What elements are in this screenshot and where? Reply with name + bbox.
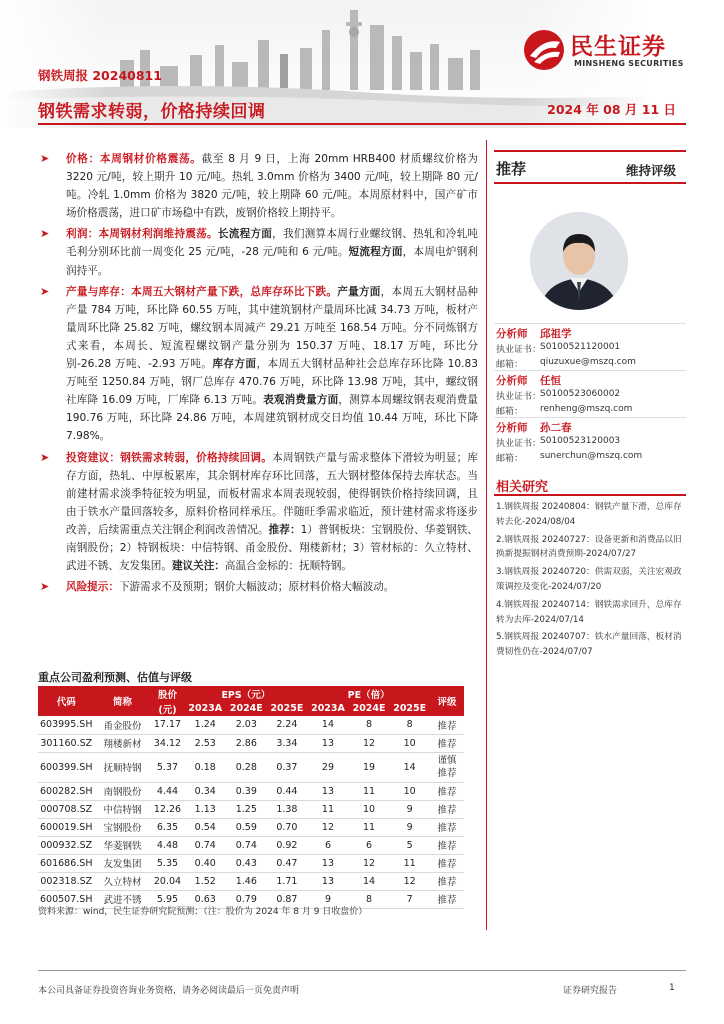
cell-eps-2025: 0.37 [267,752,308,782]
cell-pe-2023: 12 [307,818,349,836]
paragraph-text: 本周钢铁产量与需求整体下滑较为明显；库存方面，热轧、中厚板累库，其余钢材库存环比回落，五大钢材整体保持去库状态。当前建材需求淡季特征较为明显，而板材需求本周表现较弱，使得钢铁价格持续回调，且由于铁水产量回落较多，原料价格同样承压。伴随旺季需求临近，预计建材需求将逐步改善，后续需重点关注钢企利润改善情况。 [66,451,479,536]
paragraph-lead: 风险提示： [66,581,119,594]
cert-label: 执业证书： [496,439,542,449]
analyst-role: 分析师 [496,375,528,387]
related-research-item[interactable]: 5.钢铁周报 20240707：铁水产量回落，板材消费韧性仍在-2024/07/07 [496,632,682,658]
cert-label: 执业证书： [496,392,542,402]
arrow-bullet-icon: ➤ [40,152,50,165]
cell-eps-2023: 0.34 [184,782,226,800]
cell-code: 600019.SH [38,818,94,836]
minsheng-logo-icon [522,28,566,72]
cell-rating: 推荐 [430,854,464,872]
analyst-name-row [494,370,686,387]
cell-rating: 推荐 [430,836,464,854]
cell-pe-2024: 19 [349,752,390,782]
cell-code: 000932.SZ [38,836,94,854]
cell-eps-2025: 3.34 [267,734,308,752]
header-eps-2025: 2025E [267,701,308,716]
cell-price: 5.37 [150,752,184,782]
cell-name: 中信特钢 [94,800,150,818]
document-type: 钢铁周报 20240811 [38,68,162,83]
cell-eps-2024: 2.03 [226,716,267,734]
cell-name: 友发集团 [94,854,150,872]
cell-eps-2025: 0.92 [267,836,308,854]
analyst-name-row [494,323,686,340]
cell-eps-2023: 0.40 [184,854,226,872]
cell-pe-2024: 12 [349,734,390,752]
header-price-unit: (元) [150,701,184,716]
paragraph-subhead: 短流程方面 [348,246,403,259]
cell-pe-2024: 10 [349,800,390,818]
cell-pe-2024: 6 [349,836,390,854]
cell-pe-2025: 5 [389,836,430,854]
cell-eps-2023: 2.53 [184,734,226,752]
cell-rating: 推荐 [430,818,464,836]
logo-name-cn: 民生证券 [570,34,666,60]
arrow-bullet-icon: ➤ [40,580,50,594]
paragraph-text: 1）普钢板块：宝钢股份、华菱钢铁、南钢股份；2）特钢板块：中信特钢、甬金股份、翔楼新材；3）管材标的：久立特材、武进不锈、友发集团。 [66,523,478,573]
profit-paragraph [38,225,478,279]
header-rating: 评级 [430,686,464,716]
table-row [38,734,464,752]
cell-eps-2024: 0.28 [226,752,267,782]
cell-pe-2023: 13 [307,734,349,752]
cell-eps-2023: 0.54 [184,818,226,836]
cert-number: S0100523060002 [540,389,621,399]
cell-eps-2024: 0.43 [226,854,267,872]
table-title: 重点公司盈利预测、估值与评级 [38,671,192,684]
cell-price: 12.26 [150,800,184,818]
cell-code: 603995.SH [38,716,94,734]
analyst-role: 分析师 [496,328,528,340]
header-eps-2024: 2024E [226,701,267,716]
cell-eps-2025: 0.87 [267,890,308,908]
logo-name-en: MINSHENG SECURITIES [574,59,684,68]
cell-pe-2023: 11 [307,800,349,818]
cell-name: 南钢股份 [94,782,150,800]
analyst-name: 邱祖学 [540,328,572,340]
cell-pe-2025: 14 [389,752,430,782]
rating-status: 维持评级 [625,163,676,178]
cell-pe-2024: 12 [349,854,390,872]
paragraph-text: ，本周五大钢材品种产量 784 万吨，环比降 60.55 万吨，其中建筑钢材产量周环比减 34.73 万吨，板材产量周环比降 25.82 万吨，螺纹钢本周减产 29.21 万吨至 168.54 万吨。分不同炼钢方式来看，本周长、短流程螺纹钢产量分别为 150.37 万吨、18.17 万吨，环比分别-26.28 万吨、-2.93 万吨。 [66,285,479,371]
paragraph-lead: 利润：本周钢材利润维持震荡。 [66,228,218,241]
cell-price: 6.35 [150,818,184,836]
cell-name: 翔楼新材 [94,734,150,752]
header-eps: EPS（元） [184,686,307,701]
cell-eps-2024: 0.79 [226,890,267,908]
paragraph-text: ，本周五大钢材品种社会总库存环比降 10.83 万吨至 1250.84 万吨，钢厂总库存 470.76 万吨，环比降 13.98 万吨，其中，螺纹钢社库降 16.09 万吨，厂库降 6.13 万吨。 [66,358,479,407]
analyst-email[interactable]: renheng@mszq.com [540,404,633,414]
cell-rating: 推荐 [430,734,464,752]
earnings-forecast-table [38,686,464,909]
related-research-list [496,500,688,663]
cert-label: 执业证书： [496,345,542,355]
cert-number: S0100521120001 [540,342,621,352]
cell-pe-2024: 8 [349,890,390,908]
related-research-item[interactable]: 4.钢铁周报 20240714：钢铁需求回升，总库存转为去库-2024/07/14 [496,599,682,625]
footer-disclaimer: 本公司具备证券投资咨询业务资格，请务必阅读最后一页免责声明 [38,986,300,996]
cell-pe-2023: 29 [307,752,349,782]
cell-eps-2024: 1.46 [226,872,267,890]
cell-price: 4.48 [150,836,184,854]
cell-rating: 谨慎 推荐 [430,752,464,782]
cell-eps-2023: 0.63 [184,890,226,908]
cell-pe-2025: 9 [389,800,430,818]
cell-name: 久立特材 [94,872,150,890]
cell-price: 17.17 [150,716,184,734]
cell-code: 000708.SZ [38,800,94,818]
cell-eps-2025: 1.71 [267,872,308,890]
paragraph-text: ，测算本周螺纹钢表观消费量 190.76 万吨，环比降 24.86 万吨，本周建筑钢材成交日均值 10.44 万吨，环比下降 7.98%。 [66,394,479,443]
cell-eps-2023: 1.13 [184,800,226,818]
paragraph-subhead: 表观消费量方面 [263,394,339,407]
paragraph-subhead: 产量方面 [337,285,381,298]
cell-pe-2024: 11 [349,818,390,836]
sidebar-divider [486,140,487,930]
cell-price: 20.04 [150,872,184,890]
cert-number: S0100523120003 [540,436,621,446]
report-header [0,0,724,128]
table-header-row [38,686,464,701]
cell-pe-2025: 12 [389,872,430,890]
arrow-bullet-icon: ➤ [40,284,50,298]
table-row [38,782,464,800]
paragraph-text: 截至 8 月 9 日，上海 20mm HRB400 材质螺纹价格为 3220 元/吨，较上期升 10 元/吨。热轧 3.0mm 价格为 3400 元/吨，较上期降 80 元/吨。冷轧 1.0mm 价格为 3820 元/吨，较上期降 60 元/吨。本周原材料中，国产矿市场价格震荡，进口矿市场稳中有跌，废钢价格较上期持平。 [66,153,478,220]
summary-column [38,150,478,599]
analyst-mail-row [494,449,686,464]
cell-eps-2023: 0.74 [184,836,226,854]
analyst-photo [530,212,628,310]
cell-pe-2025: 9 [389,818,430,836]
cell-eps-2023: 1.24 [184,716,226,734]
paragraph-text: ，本周电炉钢利润持平。 [66,246,478,277]
cell-name: 华菱钢铁 [94,836,150,854]
paragraph-lead: 投资建议：钢铁需求转弱，价格持续回调。 [66,451,273,464]
header-divider [38,123,686,125]
header-price: 股价 [150,686,184,701]
cell-pe-2025: 10 [389,734,430,752]
cell-code: 600399.SH [38,752,94,782]
cell-pe-2024: 14 [349,872,390,890]
cell-price: 34.12 [150,734,184,752]
cell-eps-2025: 0.70 [267,818,308,836]
document-title: 钢铁需求转弱，价格持续回调 [38,102,266,122]
cell-code: 600282.SH [38,782,94,800]
paragraph-lead: 产量与库存：本周五大钢材产量下跌，总库存环比下跌。 [66,285,338,298]
analyst-name: 任恒 [540,375,561,387]
cell-eps-2024: 0.39 [226,782,267,800]
table-row [38,716,464,734]
analyst-email[interactable]: sunerchun@mszq.com [540,451,643,461]
analyst-portrait-icon [530,212,628,310]
header-name: 简称 [94,686,150,716]
analyst-role: 分析师 [496,422,528,434]
paragraph-text: ，我们测算本周行业螺纹钢、热轧和冷轧吨毛利分别环比前一周变化 25 元/吨，-28 元/吨和 6 元/吨。 [66,228,479,259]
paragraph-text: 下游需求不及预期；钢价大幅波动；原材料价格大幅波动。 [118,581,395,594]
cell-code: 601686.SH [38,854,94,872]
analyst-name: 孙二春 [540,422,572,434]
cell-eps-2024: 0.59 [226,818,267,836]
cell-eps-2025: 0.47 [267,854,308,872]
mail-label: 邮箱： [496,360,524,370]
paragraph-lead: 价格：本周钢材价格震荡。 [66,153,202,165]
price-paragraph [38,150,478,222]
analyst-cert-row [494,340,686,355]
cell-pe-2023: 14 [307,716,349,734]
cell-eps-2025: 2.24 [267,716,308,734]
cell-code: 600507.SH [38,890,94,908]
related-research-item[interactable]: 2.钢铁周报 20240727：设备更新和消费品以旧换新提振钢材消费预期-2024/07/27 [496,534,682,560]
cell-rating: 推荐 [430,890,464,908]
analyst-cert-row [494,434,686,449]
related-research-item[interactable]: 1.钢铁周报 20240804：钢铁产量下滑，总库存转去化-2024/08/04 [496,502,682,527]
cell-pe-2025: 7 [389,890,430,908]
cell-price: 4.44 [150,782,184,800]
output-inventory-paragraph [38,283,478,446]
cell-rating: 推荐 [430,872,464,890]
cell-price: 5.35 [150,854,184,872]
header-pe-2024: 2024E [349,701,390,716]
cell-pe-2023: 13 [307,854,349,872]
arrow-bullet-icon: ➤ [40,227,50,241]
document-date: 2024 年 08 月 11 日 [547,102,676,117]
cell-eps-2023: 0.18 [184,752,226,782]
paragraph-subhead: 推荐： [268,523,301,536]
mail-label: 邮箱： [496,407,524,417]
arrow-bullet-icon: ➤ [40,450,50,464]
cell-eps-2024: 2.86 [226,734,267,752]
cell-name: 甬金股份 [94,716,150,734]
cell-pe-2023: 9 [307,890,349,908]
cell-rating: 推荐 [430,800,464,818]
mail-label: 邮箱： [496,454,524,464]
cell-pe-2023: 13 [307,872,349,890]
cell-eps-2024: 1.25 [226,800,267,818]
cell-pe-2025: 8 [389,716,430,734]
cell-code: 002318.SZ [38,872,94,890]
related-research-item[interactable]: 3.钢铁周报 20240720：供需双弱，关注宏观政策调控及变化-2024/07/20 [496,567,682,592]
analyst-cert-row [494,387,686,402]
header-pe: PE（倍） [307,686,430,701]
header-pe-2023: 2023A [307,701,349,716]
rating-label: 推荐 [496,160,527,178]
cell-pe-2024: 8 [349,716,390,734]
rating-box [494,150,686,184]
table-row [38,800,464,818]
analyst-email[interactable]: qiuzuxue@mszq.com [540,357,636,367]
cell-pe-2024: 11 [349,782,390,800]
cell-pe-2025: 10 [389,782,430,800]
cell-code: 301160.SZ [38,734,94,752]
table-row [38,836,464,854]
analyst-list [494,323,686,464]
minsheng-logo [522,28,702,72]
cell-name: 武进不锈 [94,890,150,908]
table-row [38,818,464,836]
related-research-heading: 相关研究 [494,476,686,496]
cell-eps-2024: 0.74 [226,836,267,854]
cell-name: 宝钢股份 [94,818,150,836]
risk-paragraph [38,578,478,596]
cell-eps-2023: 1.52 [184,872,226,890]
cell-pe-2023: 6 [307,836,349,854]
paragraph-subhead: 库存方面 [212,358,257,371]
table-source-note: 资料来源：wind，民生证券研究院预测；（注：股价为 2024 年 8 月 9 日收盘价） [38,907,368,917]
table-row [38,872,464,890]
cell-name: 抚顺特钢 [94,752,150,782]
cell-rating: 推荐 [430,716,464,734]
paragraph-subhead: 长流程方面 [217,228,273,241]
header-eps-2023: 2023A [184,701,226,716]
cell-price: 5.95 [150,890,184,908]
paragraph-subhead: 建议关注： [171,560,225,573]
paragraph-text: 高温合金标的：抚顺特钢。 [224,560,353,573]
table-row [38,854,464,872]
cell-rating: 推荐 [430,782,464,800]
analyst-name-row [494,417,686,434]
header-pe-2025: 2025E [389,701,430,716]
page-number: 1 [669,983,675,993]
cell-eps-2025: 1.38 [267,800,308,818]
analyst-mail-row [494,355,686,370]
investment-advice-paragraph [38,449,478,576]
table-row [38,752,464,782]
cell-pe-2025: 11 [389,854,430,872]
cell-eps-2025: 0.44 [267,782,308,800]
header-code: 代码 [38,686,94,716]
analyst-mail-row [494,402,686,417]
cell-pe-2023: 13 [307,782,349,800]
footer-label: 证券研究报告 [563,986,618,996]
footer-divider [38,970,686,971]
